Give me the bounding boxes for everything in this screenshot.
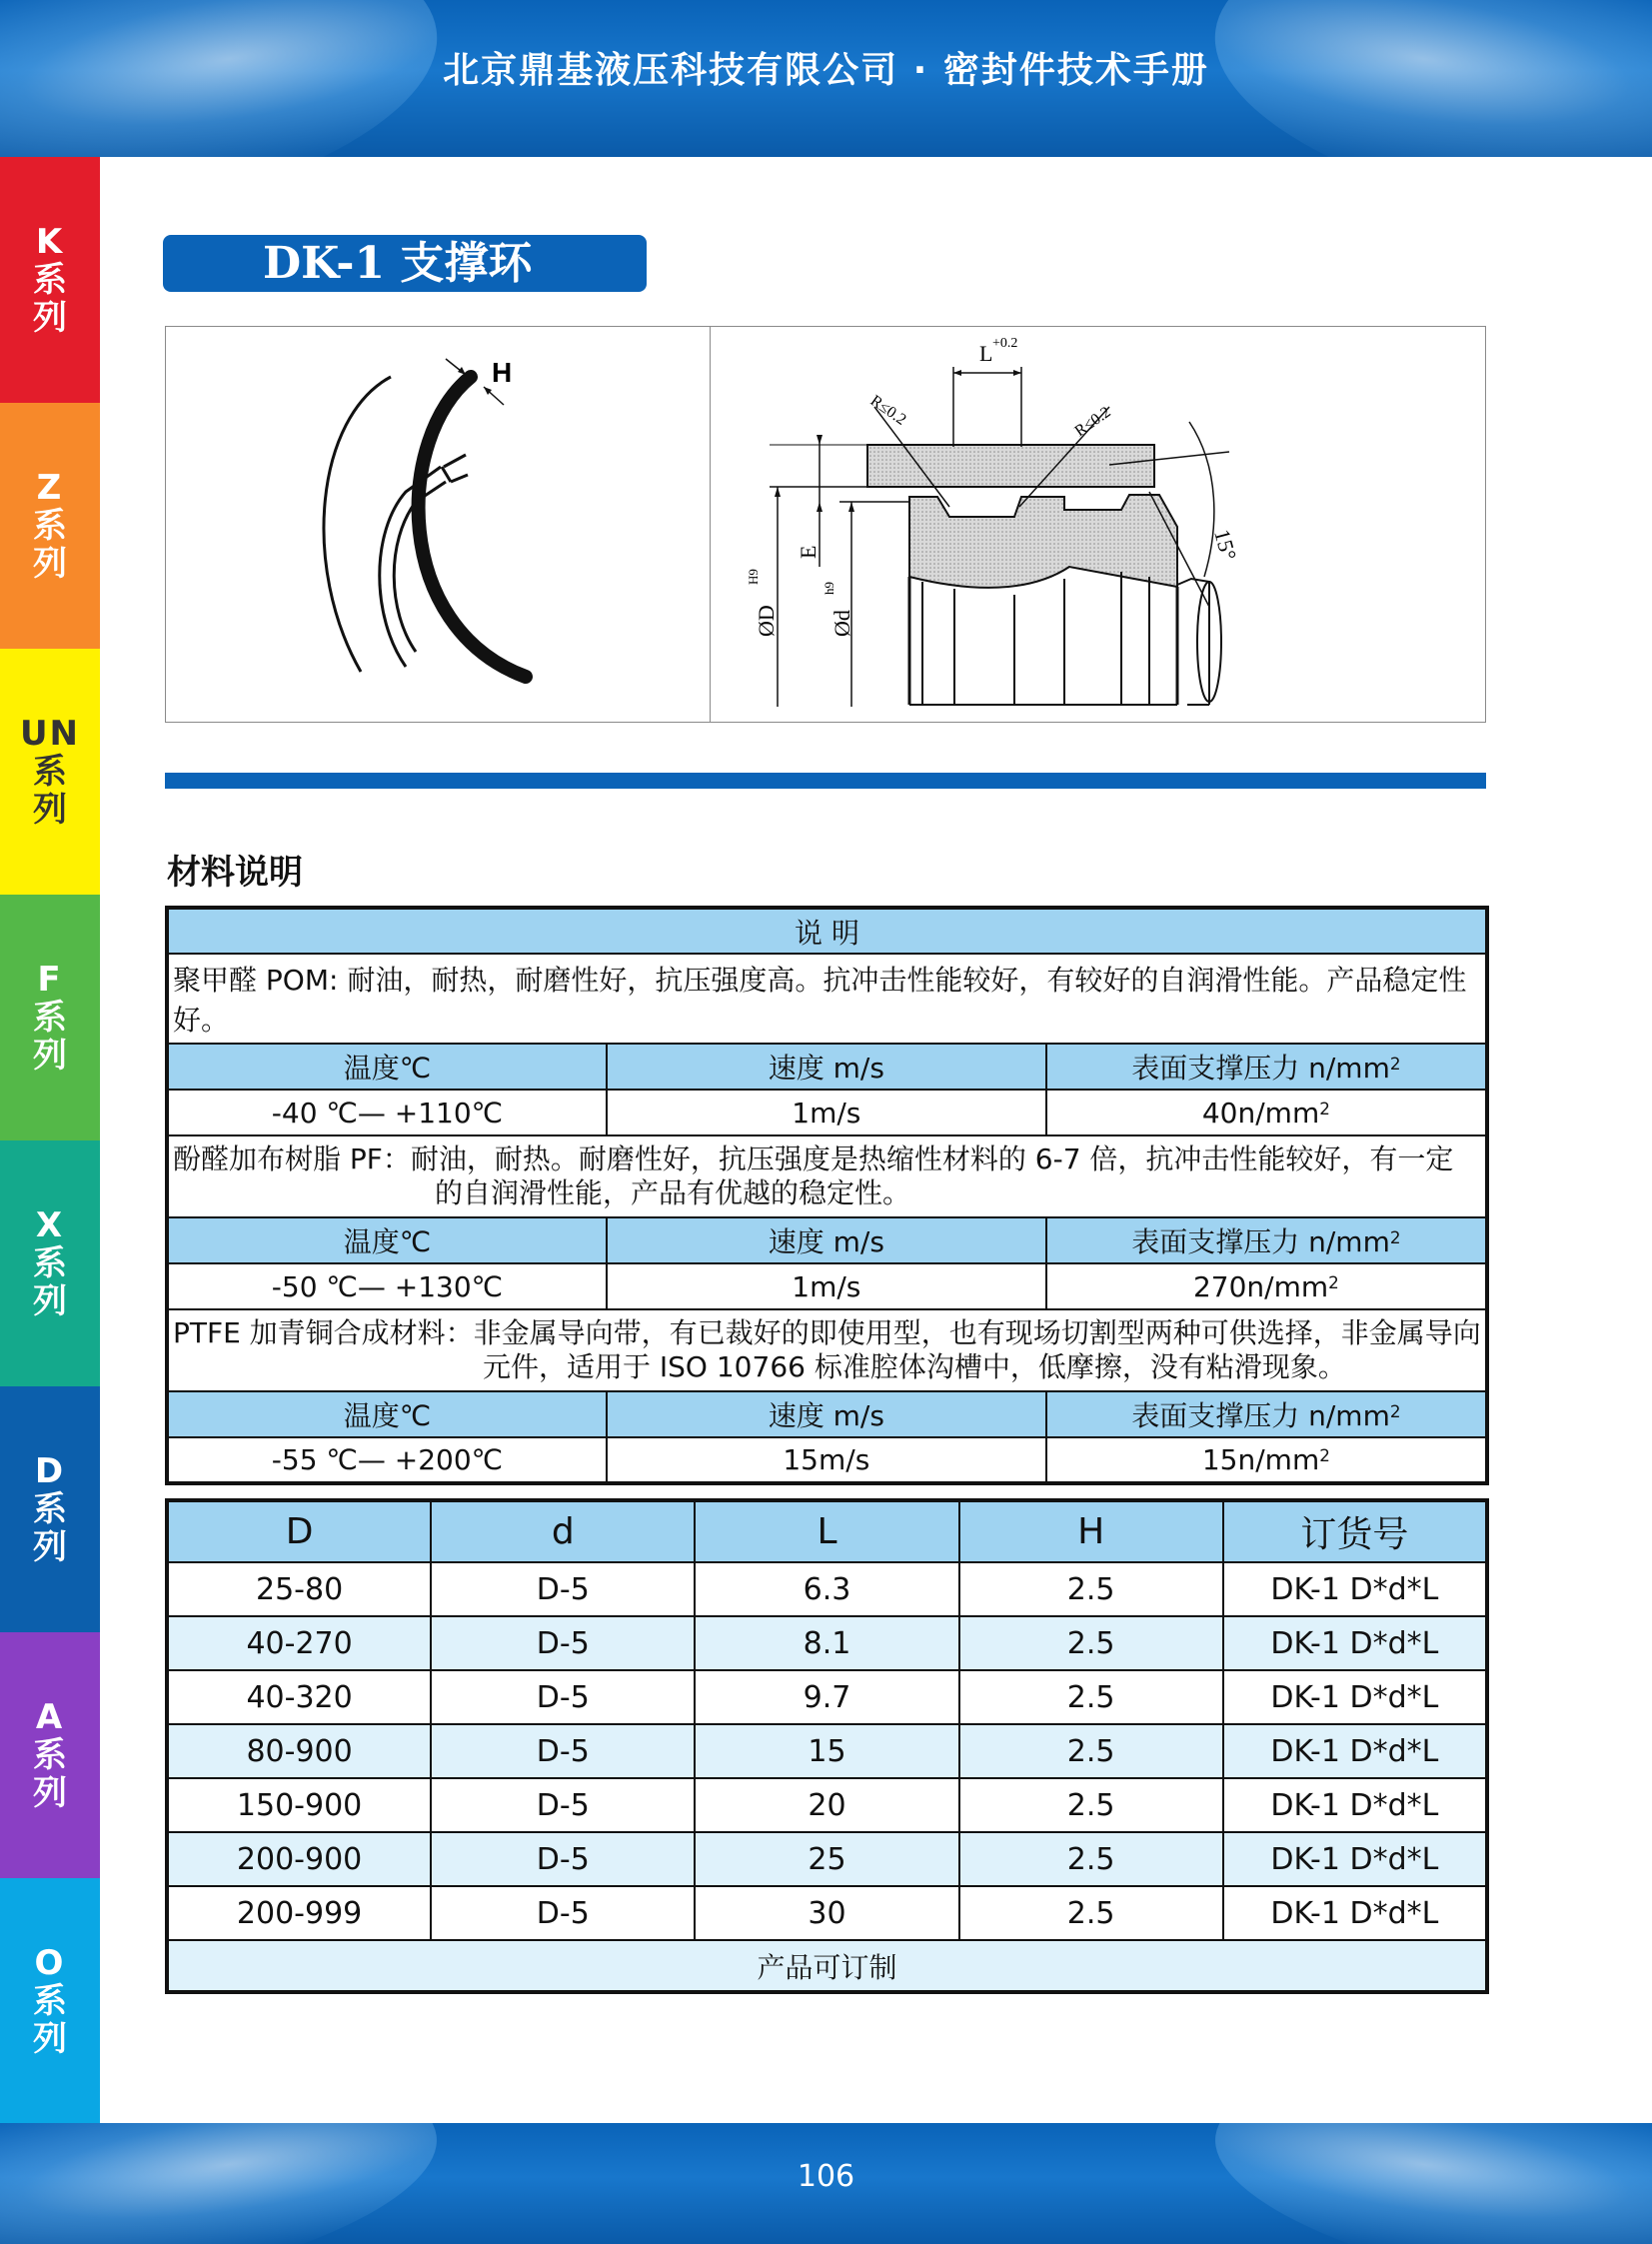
tab-label: 列 [33,1036,67,1076]
customizable-note: 产品可订制 [167,1940,1487,1992]
speed-column-header: 速度 m/s [607,1044,1046,1090]
table-cell: 150-900 [167,1778,431,1832]
table-cell: D-5 [431,1886,695,1940]
table-cell: 200-999 [167,1886,431,1940]
table-cell: 25-80 [167,1562,431,1616]
tab-un-series[interactable] [0,649,100,895]
tab-label: 列 [33,1773,67,1813]
temp-value: -50 ℃— +130℃ [167,1263,607,1309]
tab-label: 系 [33,752,67,792]
tab-d-series[interactable] [0,1386,100,1632]
size-header-d-inner: d [431,1500,695,1562]
tab-label: 系 [33,260,67,300]
tab-label: 列 [33,298,67,338]
series-sidebar [0,157,100,2123]
table-cell: 2.5 [959,1562,1223,1616]
table-cell: 2.5 [959,1778,1223,1832]
tab-label: 列 [33,790,67,830]
table-cell: DK-1 D*d*L [1223,1886,1487,1940]
table-row [167,1562,1487,1616]
tab-letter: D [34,1451,66,1491]
d-rod-tolerance-label: h9 [822,582,836,595]
table-cell: D-5 [431,1724,695,1778]
cross-section-drawing [710,327,1487,724]
table-cell: 2.5 [959,1670,1223,1724]
tab-o-series[interactable] [0,1878,100,2123]
tab-z-series[interactable] [0,403,100,649]
tab-letter: O [34,1942,66,1983]
page-number: 106 [797,2159,855,2194]
size-header-h: H [959,1500,1223,1562]
tab-label: 列 [33,1527,67,1567]
table-cell: 2.5 [959,1724,1223,1778]
table-cell: DK-1 D*d*L [1223,1616,1487,1670]
speed-value: 1m/s [607,1090,1046,1135]
tab-letter: UN [19,714,81,754]
table-cell: 30 [695,1886,958,1940]
table-cell: 80-900 [167,1724,431,1778]
table-cell: DK-1 D*d*L [1223,1670,1487,1724]
material-description-pf [167,1135,1487,1217]
d-rod-label: Ød [829,610,854,637]
tab-letter: Z [36,468,64,508]
table-cell: 8.1 [695,1616,958,1670]
description-text: 元件，适用于 ISO 10766 标准腔体沟槽中，低摩擦，没有粘滑现象。 [483,1350,1346,1383]
table-cell: DK-1 D*d*L [1223,1832,1487,1886]
pressure-value: $40n/mm^2$ [1046,1090,1487,1135]
tab-letter: X [35,1205,65,1245]
h-dimension-label: H [492,357,513,388]
section-divider [165,773,1486,789]
tab-letter: K [35,222,65,262]
table-cell: 2.5 [959,1616,1223,1670]
tab-label: 系 [33,506,67,546]
tab-label: 列 [33,544,67,584]
pressure-column-header: 表面支撑压力 $n/mm^2$ [1046,1044,1487,1090]
materials-heading: 材料说明 [167,853,303,893]
description-text: PTFE 加青铜合成材料：非金属导向带，有已裁好的即使用型，也有现场切割型两种可供选择，非金属导向 [173,1316,1481,1349]
tab-label: 系 [33,1980,67,2021]
table-cell: D-5 [431,1832,695,1886]
speed-value: 1m/s [607,1263,1046,1309]
tab-letter: F [37,960,63,1000]
tab-label: 列 [33,1281,67,1321]
pressure-column-header: 表面支撑压力 $n/mm^2$ [1046,1217,1487,1263]
pressure-value: $15n/mm^2$ [1046,1437,1487,1483]
table-cell: 9.7 [695,1670,958,1724]
radius-left-label: R≤0.2 [866,392,909,429]
temp-column-header: 温度℃ [167,1391,607,1437]
angle-label: 15° [1209,526,1242,564]
table-cell: D-5 [431,1562,695,1616]
table-cell: D-5 [431,1616,695,1670]
table-row [167,1832,1487,1886]
tab-f-series[interactable] [0,895,100,1140]
speed-value: 15m/s [607,1437,1046,1483]
table-cell: DK-1 D*d*L [1223,1724,1487,1778]
ring-perspective-drawing [166,327,710,724]
description-text: 聚甲醛 POM: 耐油，耐热，耐磨性好，抗压强度高。抗冲击性能较好，有较好的自润滑性能。产品稳定性好。 [173,964,1467,1037]
table-cell: D-5 [431,1778,695,1832]
table-cell: 20 [695,1778,958,1832]
table-cell: 40-320 [167,1670,431,1724]
table-cell: 15 [695,1724,958,1778]
size-header-l: L [695,1500,958,1562]
tab-x-series[interactable] [0,1140,100,1386]
d-bore-tolerance-label: H9 [746,569,761,585]
material-description-ptfe [167,1309,1487,1391]
d-bore-label: ØD [754,605,779,637]
table-row [167,1886,1487,1940]
table-cell: 6.3 [695,1562,958,1616]
table-cell: 40-270 [167,1616,431,1670]
table-row [167,1616,1487,1670]
tab-k-series[interactable] [0,157,100,403]
table-cell: 2.5 [959,1886,1223,1940]
tab-label: 系 [33,1489,67,1529]
radius-right-label: R≤0.2 [1071,403,1114,441]
size-header-d-outer: D [167,1500,431,1562]
table-cell: DK-1 D*d*L [1223,1778,1487,1832]
tab-letter: A [35,1697,65,1737]
size-table [165,1498,1489,1994]
table-row [167,1778,1487,1832]
tab-label: 系 [33,998,67,1038]
e-dimension-label: E [796,545,821,559]
table-cell: D-5 [431,1670,695,1724]
description-text: 酚醛加布树脂 PF：耐油，耐热。耐磨性好，抗压强度是热缩性材料的 6-7 倍，抗冲击性能较好，有一定 [173,1142,1454,1175]
l-dimension-label: L [979,341,993,366]
table-row [167,1724,1487,1778]
tab-label: 系 [33,1243,67,1283]
table-cell: DK-1 D*d*L [1223,1562,1487,1616]
table-cell: 25 [695,1832,958,1886]
product-title: DK-1 支撑环 [163,235,647,292]
temp-value: -55 ℃— +200℃ [167,1437,607,1483]
pressure-value: $270n/mm^2$ [1046,1263,1487,1309]
table-row [167,1670,1487,1724]
temp-column-header: 温度℃ [167,1044,607,1090]
speed-column-header: 速度 m/s [607,1217,1046,1263]
speed-column-header: 速度 m/s [607,1391,1046,1437]
pressure-column-header: 表面支撑压力 $n/mm^2$ [1046,1391,1487,1437]
size-header-order-no: 订货号 [1223,1500,1487,1562]
tab-label: 列 [33,2018,67,2059]
table-cell: 2.5 [959,1832,1223,1886]
material-description-pom [167,954,1487,1044]
header-title: 北京鼎基液压科技有限公司 · 密封件技术手册 [443,50,1209,91]
temp-value: -40 ℃— +110℃ [167,1090,607,1135]
temp-column-header: 温度℃ [167,1217,607,1263]
materials-table-header: 说 明 [167,908,1487,954]
materials-table [165,906,1489,1485]
tab-a-series[interactable] [0,1632,100,1878]
table-cell: 200-900 [167,1832,431,1886]
description-text: 的自润滑性能，产品有优越的稳定性。 [435,1176,911,1209]
l-tolerance-label: +0.2 [992,336,1018,351]
technical-diagram [165,326,1486,723]
tab-label: 系 [33,1735,67,1775]
